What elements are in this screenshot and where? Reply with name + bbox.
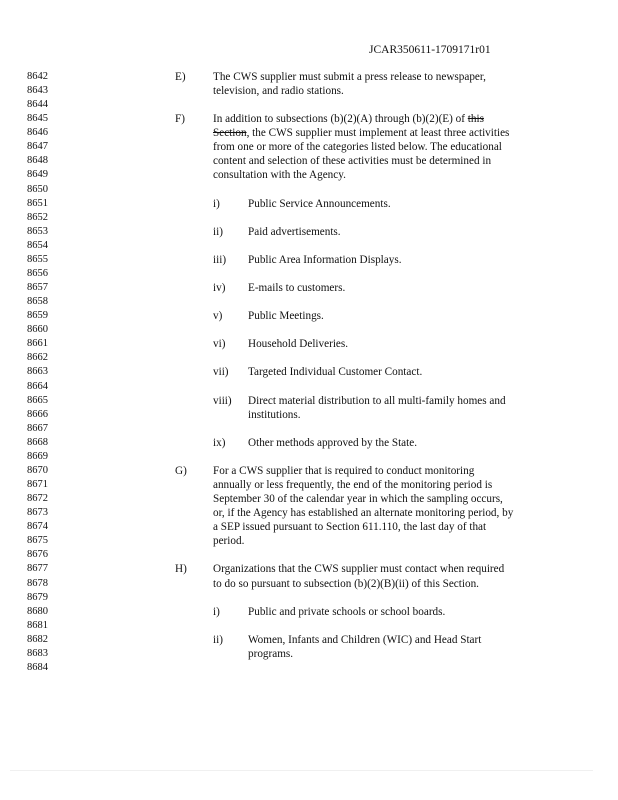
line-number: 8651 [27,197,48,209]
text-segment: The CWS supplier must submit a press release to newspaper, [213,71,486,83]
line-number: 8680 [27,605,48,617]
line-number: 8659 [27,310,48,322]
text-segment: consultation with the Agency. [213,169,346,182]
text-segment: to do so pursuant to subsection (b)(2)(B)(ii) of this Section. [213,577,479,590]
line-number: 8679 [27,591,48,603]
line-number: 8668 [27,436,48,448]
line-number: 8669 [27,450,48,462]
line-number: 8662 [27,352,48,364]
line-number: 8667 [27,422,48,434]
text-segment: television, and radio stations. [213,85,344,98]
line-number: 8656 [27,267,48,279]
line-number: 8653 [27,225,48,237]
item-text-line [213,493,503,505]
text-segment: Direct material distribution to all multi-family homes and [248,394,506,407]
line-number: 8645 [27,113,48,125]
item-text-line [248,254,402,266]
item-text-line [213,578,479,590]
line-number: 8644 [27,99,48,111]
text-segment: content and selection of these activities must be determined in [213,155,492,168]
line-number: 8683 [27,647,48,659]
item-text-line [248,282,345,294]
item-label: vi) [213,338,226,351]
item-text-line [213,479,492,491]
item-text-line [213,127,509,139]
item-label: ii) [213,633,223,646]
item-text-line [213,169,346,181]
item-text-line [248,310,324,322]
item-text-line [213,465,474,477]
item-text-line [248,366,422,378]
text-segment: or, if the Agency has established an alternate monitoring period, by [213,507,514,520]
text-segment: Public and private schools or school boards. [248,605,446,618]
line-number: 8647 [27,141,48,153]
text-segment: from one or more of the categories listed below. The educational [213,141,502,154]
item-text-line [248,395,506,407]
item-label: iii) [213,253,227,266]
line-number: 8654 [27,239,48,251]
line-number: 8649 [27,169,48,181]
line-number: 8664 [27,380,48,392]
text-segment: programs. [248,647,294,660]
text-segment: a SEP issued pursuant to Section 611.110, the last day of that [213,521,487,534]
line-number: 8660 [27,324,48,336]
item-text-line [213,141,502,153]
line-number: 8643 [27,85,48,97]
line-number: 8670 [27,464,48,476]
item-text-line [213,71,486,83]
line-number: 8661 [27,338,48,350]
item-label: i) [213,197,220,210]
item-label: F) [175,113,185,126]
text-segment: Other methods approved by the State. [248,436,418,449]
text-segment: institutions. [248,408,301,421]
line-number: 8665 [27,394,48,406]
item-label: G) [175,464,187,477]
line-number: 8657 [27,282,48,294]
item-text-line [248,437,417,449]
item-text-line [248,226,341,238]
line-number: 8682 [27,633,48,645]
text-segment: Public Meetings. [248,310,324,323]
text-segment: annually or less frequently, the end of the monitoring period is [213,479,493,492]
line-number: 8671 [27,479,48,491]
item-text-line [248,606,445,618]
line-number: 8681 [27,619,48,631]
item-text-line [248,198,391,210]
line-number: 8642 [27,71,48,82]
item-text-line [213,563,504,575]
item-text-line [213,535,244,547]
text-segment: September 30 of the calendar year in which the sampling occurs, [213,493,503,506]
item-label: H) [175,563,187,576]
text-segment: For a CWS supplier that is required to conduct monitoring [213,464,475,477]
line-number: 8648 [27,155,48,167]
line-number: 8676 [27,549,48,561]
item-label: iv) [213,282,226,295]
line-number: 8684 [27,661,48,673]
text-segment: period. [213,535,245,548]
line-number: 8658 [27,296,48,308]
struck-text: Section [213,127,247,140]
text-segment: Targeted Individual Customer Contact. [248,366,423,379]
item-label: ii) [213,225,223,238]
line-number: 8666 [27,408,48,420]
item-text-line [213,113,484,125]
item-text-line [248,648,293,660]
item-label: i) [213,605,220,618]
footer-divider [10,770,593,771]
item-text-line [213,521,486,533]
item-label: ix) [213,436,226,449]
item-label: E) [175,71,186,83]
text-segment: Public Area Information Displays. [248,253,402,266]
text-segment: Paid advertisements. [248,225,341,238]
line-number: 8650 [27,183,48,195]
text-segment: , the CWS supplier must implement at least three activities [246,127,510,140]
item-text-line [213,85,344,97]
text-segment: Organizations that the CWS supplier must contact when required [213,563,505,576]
text-segment: Public Service Announcements. [248,197,391,210]
text-segment: Household Deliveries. [248,338,349,351]
line-number: 8673 [27,507,48,519]
item-text-line [213,155,491,167]
line-number: 8675 [27,535,48,547]
line-number: 8652 [27,211,48,223]
item-text-line [248,338,348,350]
line-number: 8646 [27,127,48,139]
item-text-line [213,507,513,519]
item-text-line [248,634,481,646]
line-number: 8677 [27,563,48,575]
document-id-header: JCAR350611-1709171r01 [369,44,491,56]
line-number: 8678 [27,577,48,589]
line-number: 8655 [27,253,48,265]
text-segment: In addition to subsections (b)(2)(A) through (b)(2)(E) of [213,113,468,126]
item-label: vii) [213,366,229,379]
item-label: viii) [213,394,232,407]
struck-text: this [467,113,484,126]
text-segment: Women, Infants and Children (WIC) and Head Start [248,633,482,646]
line-number: 8674 [27,521,48,533]
text-segment: E-mails to customers. [248,282,346,295]
item-text-line [248,409,301,421]
line-number: 8672 [27,493,48,505]
line-number: 8663 [27,366,48,378]
item-label: v) [213,310,223,323]
